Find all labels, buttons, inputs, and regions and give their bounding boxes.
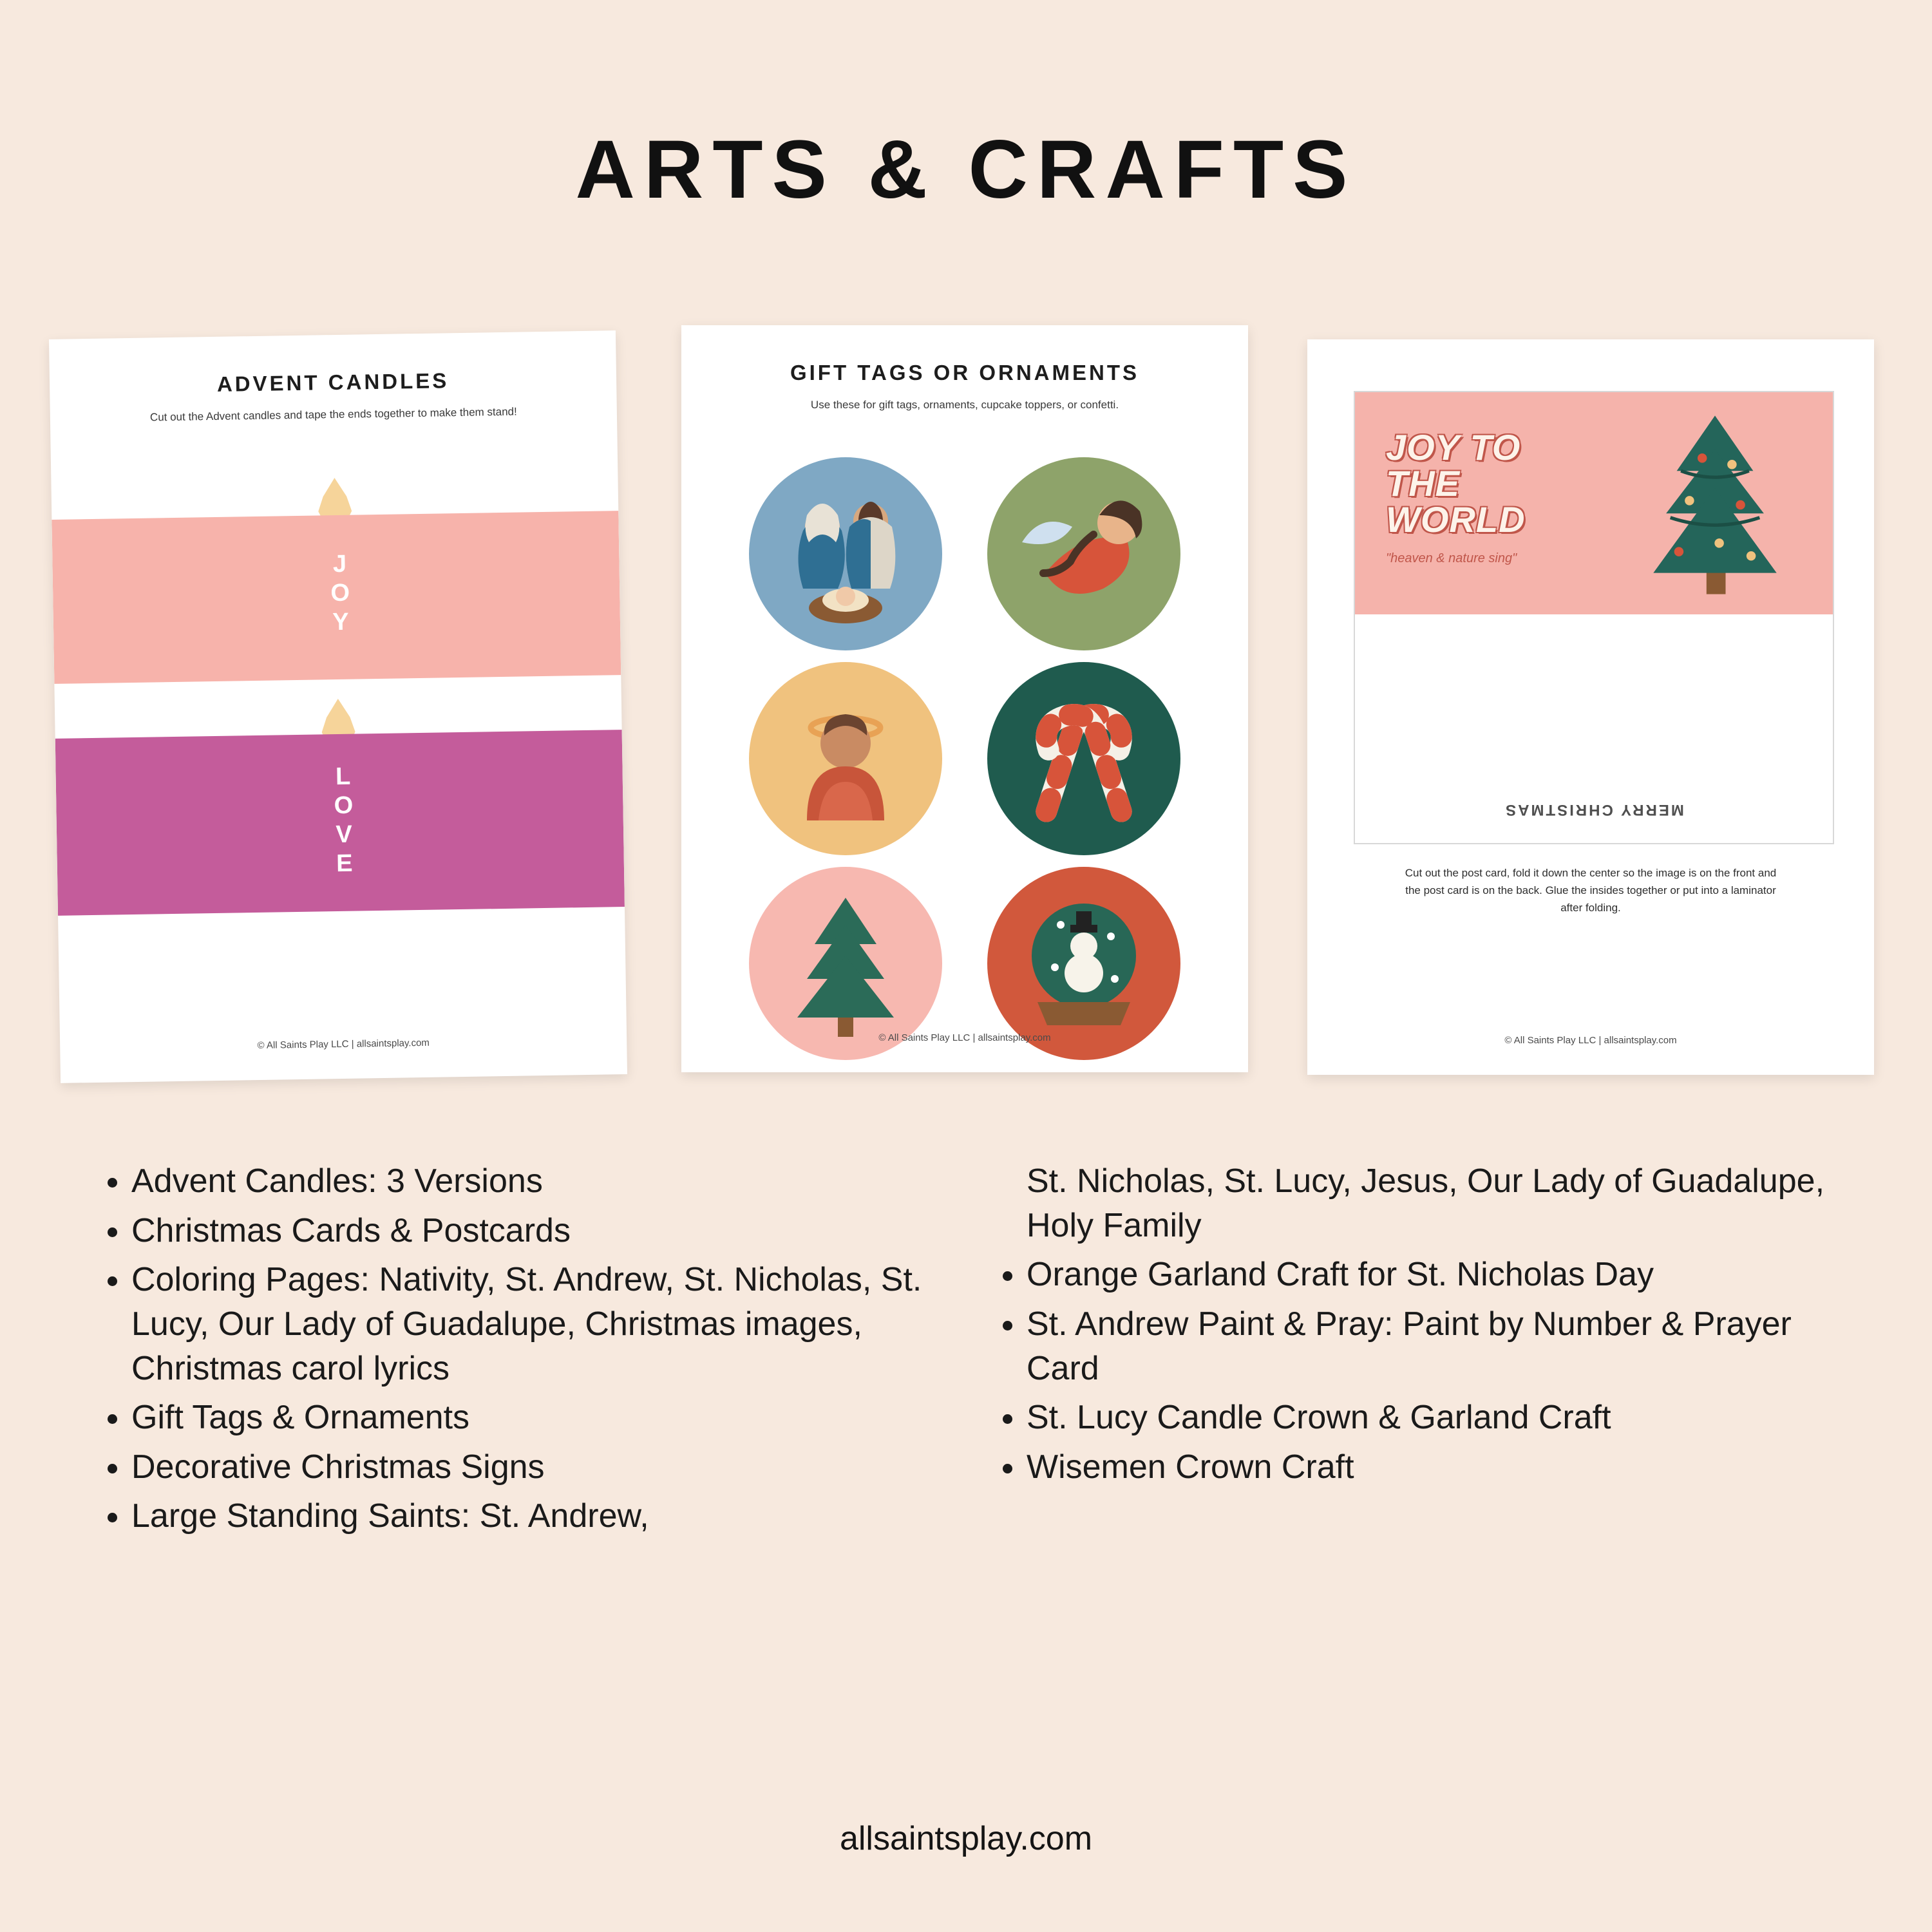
postcard-outline	[1354, 391, 1834, 844]
list-item: • Christmas Cards & Postcards	[131, 1209, 953, 1253]
decorated-tree-icon	[1609, 399, 1821, 611]
list-item: • Coloring Pages: Nativity, St. Andrew, St. Nicholas, St. Lucy, Our Lady of Guadalupe, Christmas images, Christmas carol lyrics	[131, 1258, 953, 1390]
feature-list-right-column	[992, 1159, 1848, 1544]
list-item: • Decorative Christmas Signs	[131, 1445, 953, 1490]
joy-line-1: JOY TO	[1386, 427, 1521, 468]
list-item: • Advent Candles: 3 Versions	[131, 1159, 953, 1204]
list-item: • Large Standing Saints: St. Andrew,	[131, 1494, 953, 1539]
sheet-copyright: © All Saints Play LLC | allsaintsplay.com	[878, 1032, 1051, 1043]
gift-tags-grid	[726, 457, 1203, 1060]
sheet-copyright: © All Saints Play LLC | allsaintsplay.com	[1504, 1035, 1677, 1046]
list-item-continuation: St. Nicholas, St. Lucy, Jesus, Our Lady of Guadalupe, Holy Family	[1027, 1162, 1825, 1244]
preview-sheets	[0, 325, 1932, 1104]
postcard-art	[1355, 392, 1833, 614]
feature-list-left	[97, 1159, 953, 1539]
gift-tags-sheet[interactable]	[681, 325, 1248, 1072]
tag-snow-globe[interactable]	[987, 867, 1180, 1060]
tag-baby-jesus[interactable]	[749, 662, 942, 855]
feature-list-right	[992, 1253, 1848, 1489]
joy-quote: "heaven & nature sing"	[1386, 551, 1517, 565]
list-item: • St. Lucy Candle Crown & Garland Craft	[1027, 1396, 1848, 1440]
list-item: • Wisemen Crown Craft	[1027, 1445, 1848, 1490]
candy-canes-icon	[987, 662, 1180, 855]
advent-candles-subtitle: Cut out the Advent candles and tape the ends together to make them stand!	[149, 405, 517, 424]
tag-christmas-tree[interactable]	[749, 867, 942, 1060]
joy-line-2: THE	[1386, 463, 1460, 504]
list-item: • Gift Tags & Ornaments	[131, 1396, 953, 1440]
gift-tags-subtitle: Use these for gift tags, ornaments, cupcake toppers, or confetti.	[810, 399, 1119, 411]
tag-angel[interactable]	[987, 457, 1180, 650]
list-item: • St. Andrew Paint & Pray: Paint by Number & Prayer Card	[1027, 1302, 1848, 1390]
candle-word-joy: JOY	[326, 550, 355, 638]
gift-tags-title: GIFT TAGS OR ORNAMENTS	[790, 361, 1140, 384]
candle-word-love: LOVE	[329, 762, 359, 880]
baby-jesus-icon	[749, 662, 942, 855]
angel-icon	[987, 457, 1180, 650]
joy-to-the-world-text	[1386, 427, 1579, 565]
feature-list-left-column	[97, 1159, 953, 1544]
tag-holy-family[interactable]	[749, 457, 942, 650]
postcard-sheet[interactable]	[1307, 339, 1874, 1075]
tag-candy-canes[interactable]	[987, 662, 1180, 855]
snow-globe-snowman-icon	[987, 867, 1180, 1060]
advent-candles-sheet[interactable]	[49, 330, 627, 1083]
advent-candles-title: ADVENT CANDLES	[216, 368, 450, 396]
page-title: ARTS & CRAFTS	[575, 124, 1357, 216]
postcard-instructions: Cut out the post card, fold it down the center so the image is on the front and the post card is on the back. Glue the insides together or put into a laminator after folding.	[1405, 867, 1777, 914]
feature-lists	[97, 1159, 1848, 1544]
postcard-back-text: MERRY CHRISTMAS	[1504, 801, 1684, 819]
list-item: • Orange Garland Craft for St. Nicholas Day	[1027, 1253, 1848, 1297]
joy-line-3: WORLD	[1386, 499, 1526, 540]
website-footer[interactable]: allsaintsplay.com	[839, 1820, 1093, 1857]
sheet-copyright: © All Saints Play LLC | allsaintsplay.com	[257, 1037, 430, 1052]
christmas-tree-icon	[749, 867, 942, 1060]
holy-family-icon	[749, 457, 942, 650]
